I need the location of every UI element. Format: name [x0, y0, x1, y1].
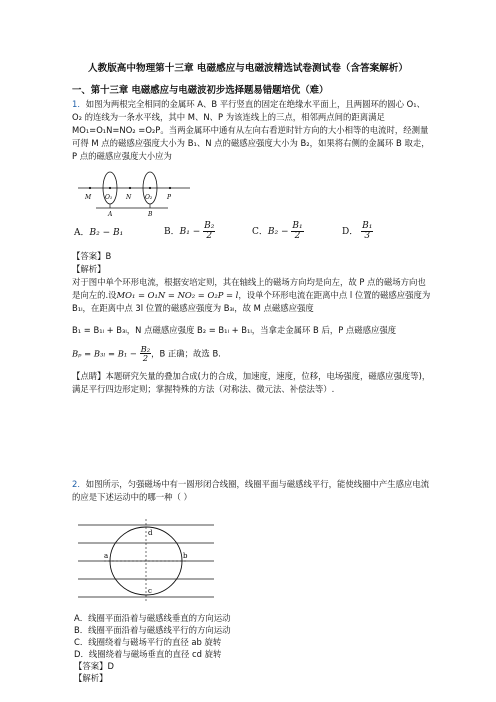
question-2: [72, 478, 434, 504]
analysis-paragraph: 对于图中单个环形电流，根据安培定则，其在轴线上的磁场方向均是向左，故 P 点的磁场方向也是向左的.设MO₁ = O₁N = NO₂ = O₂P = l，设单个环形电流在距离中点 l 位置的磁感应强度为 B₁ₗ，在距离中点 3l 位置的磁感应强度为 B₃ₗ，故 M 点磁感应强度: [72, 277, 431, 314]
option-a: A．线圈平面沿着与磁感线垂直的方向运动: [74, 613, 231, 623]
figure-label: B: [148, 211, 153, 218]
option-d: D．线圈绕着与磁场垂直的直径 cd 旋转: [74, 649, 222, 659]
analysis-result-line: Bₚ = B₃ₗ = B₁ − $\frac{\text{B₂}}{2}$ ，B 正确；故选 B.: [72, 344, 221, 364]
option-c: C．B₂ − $\frac{\text{B₁}}{2}$: [252, 221, 303, 241]
figure-label: b: [183, 552, 188, 560]
figure-label: P: [167, 194, 172, 201]
question-text: 如图为两根完全相同的金属环 A、B 平行竖直的固定在绝缘水平面上，且两圆环的圆心 O₁、O₂ 的连线为一条水平线，其中 M、N、P 为该连线上的三点，相邻两点间的距离满足 MO₁=O₁N=NO₂ =O₂P。当两金属环中通有从左向右看逆时针方向的大小相等的电流时，经测量可得 M 点的磁感应强度大小为 B₁、N 点的磁感应强度大小为 B₂，如果将右侧的金属环 B 取走，P 点的磁感应强度大小应为: [72, 99, 430, 162]
coil-in-field-figure: [78, 513, 218, 609]
option-c: C．线圈绕着与磁场平行的直径 ab 旋转: [74, 637, 222, 647]
figure-label: A: [108, 211, 113, 218]
figure-label: N: [126, 194, 132, 201]
figure-label: O₂: [145, 194, 153, 201]
rings-figure: [78, 170, 194, 218]
question-1: [72, 98, 432, 163]
answer-line: 【答案】D: [74, 661, 114, 671]
analysis-label: 【解析】: [72, 264, 106, 274]
question-number: 2．: [72, 479, 86, 489]
option-a: A．B₂ − B₁: [74, 228, 124, 238]
figure-label: d: [148, 529, 153, 537]
figure-label: O₁: [105, 194, 113, 201]
comment-paragraph: 【点睛】本题研究矢量的叠加合成(力的合成，加速度，速度，位移，电场强度，磁感应强度等)，满足平行四边形定则；掌握特殊的方法（对称法、微元法、补偿法等）.: [72, 371, 431, 395]
section-heading: 一、第十三章 电磁感应与电磁波初步选择题易错题培优（难）: [72, 85, 329, 96]
question-number: 1．: [72, 99, 86, 109]
q2-options: [74, 612, 374, 684]
figure-label: c: [148, 587, 152, 595]
option-b: B．B₁ − $\frac{\text{B₂}}{2}$: [164, 221, 215, 241]
figure-label: M: [85, 194, 92, 201]
figure-label: a: [104, 552, 109, 560]
option-b: B．线圈平面沿着与磁感线平行的方向运动: [74, 625, 231, 635]
analysis-label: 【解析】: [74, 673, 108, 683]
q1-options: [74, 222, 434, 246]
document-title: 人教版高中物理第十三章 电磁感应与电磁波精选试卷测试卷（含答案解析）: [88, 63, 408, 74]
analysis-equation-line: B₁ = B₁ₗ + B₃ₗ，N 点磁感应强度 B₂ = B₁ₗ + B₁ₗ，当拿走金属环 B 后，P 点磁感应强度: [72, 325, 397, 335]
question-text: 如图所示，匀强磁场中有一圆形闭合线圈，线圈平面与磁感线平行，能使线圈中产生感应电流的应是下述运动中的哪一种（ ）: [72, 479, 430, 503]
answer-line: 【答案】B: [72, 251, 112, 261]
option-d: D． $\frac{\text{B₁}}{3}$: [342, 221, 373, 241]
